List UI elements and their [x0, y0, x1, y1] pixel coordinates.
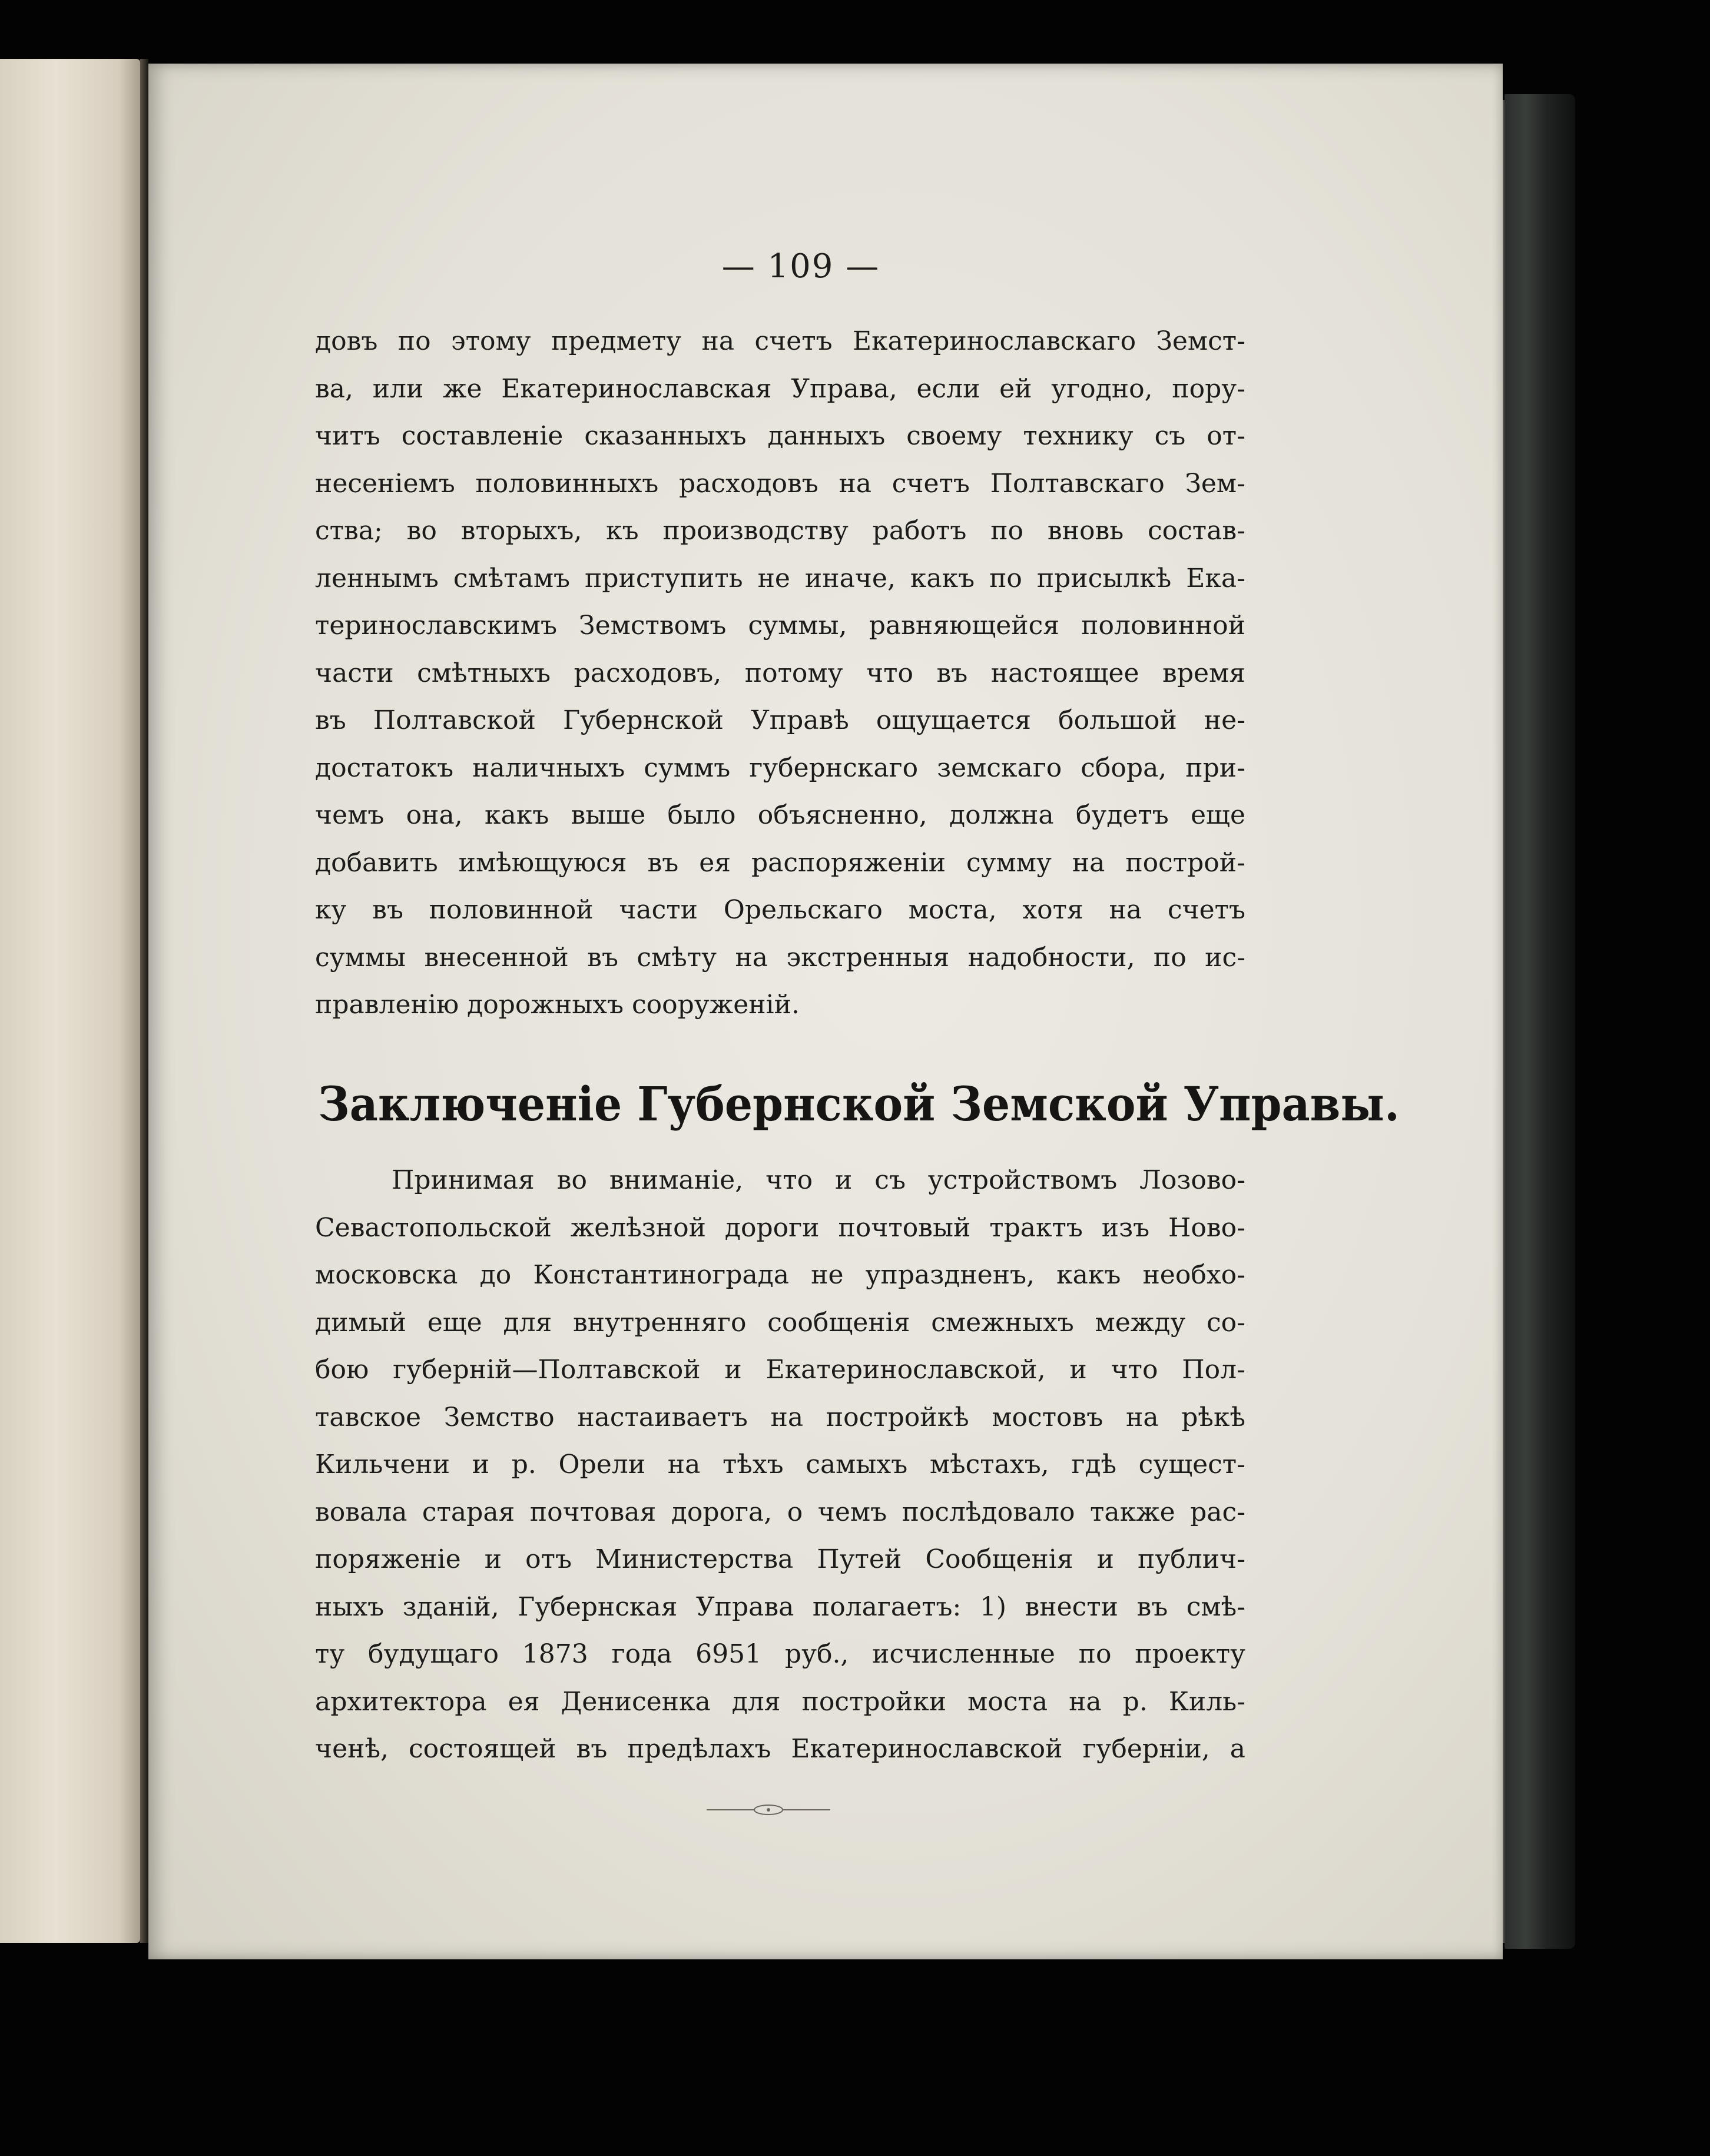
text-line: Кильчени и р. Орели на тѣхъ самыхъ мѣстахъ, гдѣ сущест-	[315, 1450, 1245, 1480]
text-line: ства; во вторыхъ, къ производству работъ по вновь состав-	[315, 516, 1245, 546]
paragraph-conclusion	[315, 1157, 1245, 1773]
text-line: вовала старая почтовая дорога, о чемъ послѣдовало также рас-	[315, 1497, 1245, 1527]
text-line: Принимая во вниманіе, что и съ устройствомъ Лозово-	[392, 1165, 1245, 1195]
text-line: добавить имѣющуюся въ ея распоряженіи сумму на построй-	[315, 847, 1245, 878]
section-heading: Заключеніе Губернской Земской Управы.	[318, 1076, 1400, 1132]
text-line: московска до Константинограда не упраздненъ, какъ необхо-	[315, 1260, 1245, 1290]
paragraph-continued	[315, 318, 1245, 1029]
text-line: архитектора ея Денисенка для постройки моста на р. Киль-	[315, 1686, 1245, 1717]
text-line: правленію дорожныхъ сооруженій.	[315, 990, 800, 1020]
text-line: читъ составленіе сказанныхъ данныхъ своему технику съ от-	[315, 421, 1245, 451]
text-line: теринославскимъ Земствомъ суммы, равняющейся половинной	[315, 611, 1245, 641]
text-line: въ Полтавской Губернской Управѣ ощущается большой не-	[315, 705, 1245, 735]
text-line: димый еще для внутренняго сообщенія смежныхъ между со-	[315, 1307, 1245, 1338]
text-line: ва, или же Екатеринославская Управа, если ей угодно, пору-	[315, 373, 1245, 404]
text-line: чемъ она, какъ выше было объясненно, должна будетъ еще	[315, 800, 1245, 830]
text-line: леннымъ смѣтамъ приступить не иначе, какъ по присылкѣ Ека-	[315, 563, 1245, 593]
text-line: Севастопольской желѣзной дороги почтовый трактъ изъ Ново-	[315, 1212, 1245, 1243]
text-line: ту будущаго 1873 года 6951 руб., исчисленные по проекту	[315, 1639, 1245, 1669]
text-line: несеніемъ половинныхъ расходовъ на счетъ Полтавскаго Зем-	[315, 468, 1245, 499]
text-line: довъ по этому предмету на счетъ Екатеринославскаго Земст-	[315, 326, 1245, 356]
text-line: тавское Земство настаиваетъ на постройкѣ мостовъ на рѣкѣ	[315, 1402, 1245, 1432]
text-line: поряженіе и отъ Министерства Путей Сообщенія и публич-	[315, 1544, 1245, 1574]
text-line: достатокъ наличныхъ суммъ губернскаго земскаго сбора, при-	[315, 752, 1245, 783]
book-cover-spine	[1504, 94, 1575, 1949]
text-line: части смѣтныхъ расходовъ, потому что въ настоящее время	[315, 658, 1245, 688]
text-line: суммы внесенной въ смѣту на экстренныя надобности, по ис-	[315, 942, 1245, 973]
ornament-divider	[707, 1803, 830, 1817]
page-number: — 109 —	[721, 247, 880, 286]
text-line: ку въ половинной части Орельскаго моста, хотя на счетъ	[315, 895, 1245, 925]
text-line: бою губерній—Полтавской и Екатеринославской, и что Пол-	[315, 1355, 1245, 1385]
text-line: ченѣ, состоящей въ предѣлахъ Екатеринославской губерніи, а	[315, 1734, 1245, 1764]
left-page-edge	[0, 59, 140, 1943]
text-line: ныхъ зданій, Губернская Управа полагаетъ: 1) внести въ смѣ-	[315, 1591, 1245, 1622]
